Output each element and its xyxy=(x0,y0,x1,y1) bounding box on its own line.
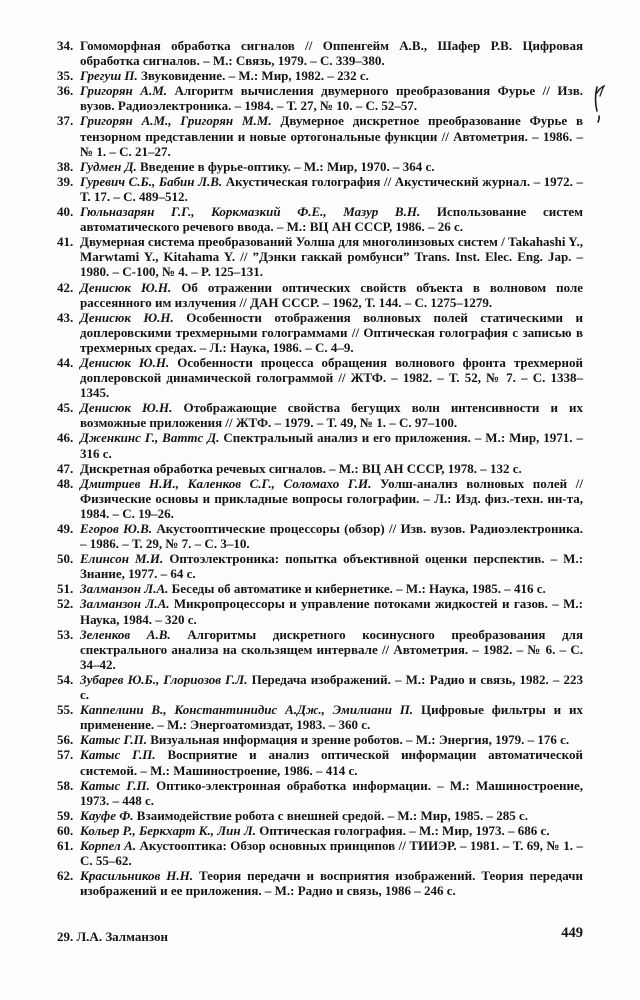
reference-author: Гуревич С.Б., Бабин Л.В. xyxy=(80,173,223,189)
reference-entry xyxy=(57,868,583,898)
reference-number: 37. xyxy=(57,113,74,129)
reference-number: 60. xyxy=(57,822,74,838)
reference-number: 50. xyxy=(57,551,74,567)
reference-author: Катыс Г.П. xyxy=(80,777,150,793)
reference-number: 59. xyxy=(57,807,74,823)
reference-entry xyxy=(57,521,583,551)
reference-number: 43. xyxy=(57,309,74,325)
reference-number: 52. xyxy=(57,596,74,612)
page-number: 449 xyxy=(561,925,583,941)
reference-entry xyxy=(57,627,583,672)
reference-text: Введение в фурье-оптику. – М.: Мир, 1970. – 364 с. xyxy=(140,158,435,174)
reference-text: Микропроцессоры и управление потоками жидкостей и газов. – М.: Наука, 1984. – 320 с. xyxy=(80,596,583,627)
reference-number: 36. xyxy=(57,83,74,99)
reference-text: Акустооптика: Обзор основных принципов // ТИИЭР. – 1981. – Т. 69, № 1. – С. 55–62. xyxy=(80,837,583,869)
running-footer: 29. Л.А. Залманзон xyxy=(57,929,168,944)
reference-author: Катыс Г.П. xyxy=(80,747,156,763)
reference-number: 35. xyxy=(57,68,74,84)
reference-entry xyxy=(57,430,583,460)
reference-entry xyxy=(57,113,583,158)
reference-entry xyxy=(57,159,583,174)
reference-text: Алгоритм вычисления двумерного преобразования Фурье // Изв. вузов. Радиоэлектроника. – 1984. – Т. 27, № 10. – С. 52–57. xyxy=(80,83,584,114)
reference-entry xyxy=(57,68,583,83)
reference-text: Отображающие свойства бегущих волн интенсивности и их возможные приложения // ЖТФ. – 1979. – Т. 49, № 1. – С. 97–100. xyxy=(80,400,584,431)
reference-number: 39. xyxy=(57,173,74,189)
reference-number: 40. xyxy=(57,204,74,220)
reference-list xyxy=(57,38,583,898)
reference-number: 48. xyxy=(57,475,74,491)
ink-mark xyxy=(590,85,610,125)
reference-text: Звуковидение. – М.: Мир, 1982. – 232 с. xyxy=(141,68,369,84)
reference-text: Акустооптические процессоры (обзор) // Изв. вузов. Радиоэлектроника. – 1986. – Т. 29, № 7. – С. 3–10. xyxy=(80,521,583,552)
reference-number: 58. xyxy=(57,777,74,793)
reference-number: 53. xyxy=(57,626,74,642)
reference-entry xyxy=(57,747,583,777)
reference-text: Двумерная система преобразований Уолша для многолинзовых систем / Takahashi Y., Marwtami Y., Kitahama Y. // ”Дэнки гаккай ромбунси” Trans. Inst. Elec. Eng. Jap. – 1980. – C-100, № 4. – P. 125–131. xyxy=(80,234,583,280)
reference-entry xyxy=(57,83,583,113)
reference-author: Катыс Г.П. xyxy=(80,732,147,748)
reference-text: Акустическая голография // Акустический журнал. – 1972. – Т. 17. – С. 489–512. xyxy=(80,173,583,204)
reference-entry xyxy=(57,702,583,732)
reference-text: Уолш-анализ волновых полей // Физические основы и прикладные вопросы голографии. – Л.: Изд. физ.-техн. ин-та, 1984. – С. 19–26. xyxy=(80,475,584,521)
reference-author: Кауфе Ф. xyxy=(80,807,134,823)
reference-entry xyxy=(57,280,583,310)
reference-author: Залманзон Л.А. xyxy=(80,596,170,612)
reference-entry xyxy=(57,778,583,808)
reference-number: 42. xyxy=(57,279,74,295)
reference-entry xyxy=(57,823,583,838)
reference-text: Двумерное дискретное преобразование Фурье в тензорном представлении и новые ортогональные функции // Автометрия. – 1986. – № 1. – С. 21–27. xyxy=(80,113,584,159)
reference-entry xyxy=(57,234,583,279)
reference-number: 45. xyxy=(57,400,74,416)
reference-text: Дискретная обработка речевых сигналов. – М.: ВЦ АН СССР, 1978. – 132 с. xyxy=(80,460,522,476)
reference-text: Алгоритмы дискретного косинусного преобразования для спектрального анализа на скользящем интервале // Автометрия. – 1982. – № 6. – С. 34–42. xyxy=(80,626,583,672)
reference-author: Залманзон Л.А. xyxy=(80,581,169,597)
reference-number: 61. xyxy=(57,837,74,853)
reference-author: Дженкинс Г., Ваттс Д. xyxy=(80,430,220,446)
reference-author: Гудмен Д. xyxy=(80,158,137,174)
reference-author: Гюльназарян Г.Г., Коркмазкий Ф.Е., Мазур В.Н. xyxy=(80,204,421,220)
reference-author: Егоров Ю.В. xyxy=(80,521,153,536)
reference-author: Денисюк Ю.Н. xyxy=(80,309,174,325)
reference-author: Зубарев Ю.Б., Глориозов Г.Л. xyxy=(80,671,248,687)
reference-number: 47. xyxy=(57,460,74,476)
reference-author: Григорян А.М., Григорян М.М. xyxy=(80,113,272,129)
reference-entry xyxy=(57,38,583,68)
reference-text: Оптико-электронная обработка информации. – М.: Машиностроение, 1973. – 448 с. xyxy=(80,777,583,808)
reference-author: Елинсон М.И. xyxy=(80,551,164,567)
reference-number: 57. xyxy=(57,747,74,763)
reference-text: Цифровые фильтры и их применение. – М.: Энергоатомиздат, 1983. – 360 с. xyxy=(80,702,583,733)
reference-entry xyxy=(57,476,583,521)
reference-text: Особенности отображения волновых полей статическими и доплеровскими трехмерными голограммами // Оптическая голография с записью в трехмерных средах. – Л.: Наука, 1986. – С. 4–9. xyxy=(80,309,583,355)
reference-entry xyxy=(57,204,583,234)
reference-text: Гомоморфная обработка сигналов // Оппенгейм А.В., Шафер Р.В. Цифровая обработка сигналов. – М.: Связь, 1979. – С. 339–380. xyxy=(80,38,583,69)
reference-entry xyxy=(57,174,583,204)
reference-number: 34. xyxy=(57,38,74,53)
reference-number: 41. xyxy=(57,234,74,250)
reference-author: Денисюк Ю.Н. xyxy=(80,279,172,295)
reference-entry xyxy=(57,355,583,400)
reference-number: 56. xyxy=(57,732,74,748)
reference-text: Оптоэлектроника: попытка объективной оценки перспектив. – М.: Знание, 1977. – 64 с. xyxy=(80,551,584,582)
reference-entry xyxy=(57,596,583,626)
reference-number: 54. xyxy=(57,671,74,687)
reference-author: Денисюк Ю.Н. xyxy=(80,354,170,370)
reference-author: Дмитриев Н.И., Каленков С.Г., Соломахо Г.И. xyxy=(80,475,372,491)
reference-number: 49. xyxy=(57,521,74,536)
reference-entry xyxy=(57,400,583,430)
reference-author: Григорян А.М. xyxy=(80,83,168,99)
reference-author: Корпел А. xyxy=(80,837,137,853)
reference-entry xyxy=(57,310,583,355)
reference-text: Теория передачи и восприятия изображений. Теория передачи изображений и ее приложения. – М.: Радио и связь, 1986 – 246 с. xyxy=(80,868,583,899)
reference-entry xyxy=(57,732,583,747)
reference-text: Особенности процесса обращения волнового фронта трехмерной доплеровской динамической голограммой // ЖТФ. – 1982. – Т. 52, № 7. – С. 1338–1345. xyxy=(80,354,584,401)
reference-entry xyxy=(57,551,583,581)
reference-text: Использование систем автоматического речевого ввода. – М.: ВЦ АН СССР, 1986. – 26 с. xyxy=(80,204,584,235)
reference-entry xyxy=(57,581,583,596)
reference-number: 38. xyxy=(57,158,74,174)
reference-entry xyxy=(57,461,583,476)
reference-author: Зеленков А.В. xyxy=(80,626,171,642)
reference-text: Визуальная информация и зрение роботов. – М.: Энергия, 1979. – 176 с. xyxy=(150,732,570,748)
reference-text: Восприятие и анализ оптической информации автоматической системой. – М.: Машиностроение, 1986. – 414 с. xyxy=(80,747,583,778)
reference-number: 62. xyxy=(57,868,74,884)
reference-number: 51. xyxy=(57,581,74,597)
reference-author: Каппелини В., Константинидис А.Дж., Эмилиани П. xyxy=(80,702,414,718)
reference-author: Кольер Р., Беркхарт К., Лин Л. xyxy=(80,822,257,838)
reference-text: Спектральный анализ и его приложения. – М.: Мир, 1971. – 316 с. xyxy=(80,430,583,461)
reference-text: Об отражении оптических свойств объекта в волновом поле рассеянного им излучения // ДАН СССР. – 1962, Т. 144. – С. 1275–1279. xyxy=(80,279,584,310)
reference-author: Грегуш П. xyxy=(80,68,138,84)
reference-number: 46. xyxy=(57,430,74,446)
reference-number: 44. xyxy=(57,354,74,370)
reference-text: Передача изображений. – М.: Радио и связь, 1982. – 223 с. xyxy=(80,671,583,703)
reference-entry xyxy=(57,808,583,823)
reference-text: Взаимодействие робота с внешней средой. – М.: Мир, 1985. – 285 с. xyxy=(136,807,528,823)
reference-number: 55. xyxy=(57,702,74,718)
reference-author: Денисюк Ю.Н. xyxy=(80,400,173,416)
reference-entry xyxy=(57,672,583,702)
reference-entry xyxy=(57,838,583,868)
reference-author: Красильников Н.Н. xyxy=(80,868,193,884)
reference-text: Оптическая голография. – М.: Мир, 1973. – 686 с. xyxy=(259,822,550,838)
reference-text: Беседы об автоматике и кибернетике. – М.: Наука, 1985. – 416 с. xyxy=(171,581,546,597)
